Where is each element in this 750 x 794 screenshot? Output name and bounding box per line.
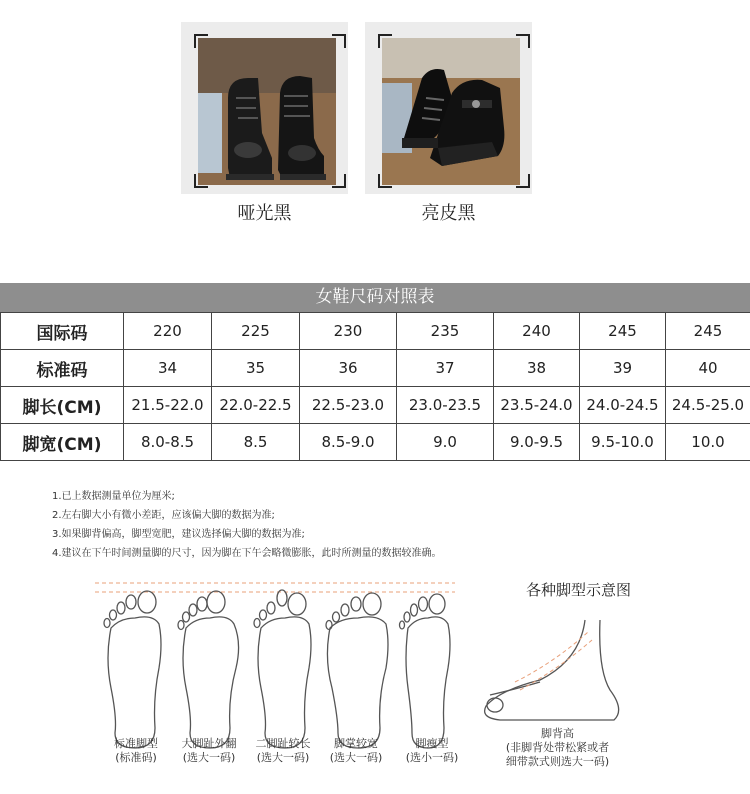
product-photo-patent-black — [382, 38, 520, 185]
table-cell: 36 — [300, 350, 397, 387]
high-instep-note: (非脚背处带松紧或者 — [505, 741, 610, 754]
foot-caption-bunion — [169, 737, 249, 765]
table-cell: 34 — [124, 350, 212, 387]
foot-type-advice: (标准码) — [115, 751, 157, 764]
product-card-matte-black[interactable] — [181, 22, 348, 194]
note-line: 4.建议在下午时间测量脚的尺寸，因为脚在下午会略微膨胀，此时所测量的数据较准确。 — [52, 548, 442, 559]
color-label-patent-black: 亮皮黑 — [421, 203, 476, 224]
foot-wide-icon — [326, 593, 388, 748]
table-cell: 240 — [494, 313, 580, 350]
table-cell: 245 — [580, 313, 666, 350]
measurement-notes — [52, 487, 442, 563]
foot-caption-wide — [316, 737, 396, 765]
table-cell: 235 — [397, 313, 494, 350]
note-line: 3.如果脚背偏高，脚型宽肥，建议选择偏大脚的数据为准; — [52, 529, 305, 540]
foot-slim-icon — [400, 594, 451, 748]
foot-caption-standard — [96, 737, 176, 765]
foot-caption-slim — [392, 737, 472, 765]
high-instep-label: 脚背高 — [541, 727, 574, 740]
color-label-matte-black: 哑光黑 — [237, 203, 292, 224]
foot-type-advice: (选大一码) — [182, 751, 236, 764]
foot-type-name: 标准脚型 — [114, 737, 158, 750]
foot-bunion-icon — [178, 591, 239, 748]
table-cell: 40 — [666, 350, 750, 387]
foot-type-name: 脚掌较宽 — [334, 737, 378, 750]
high-instep-note: 细带款式则选大一码) — [505, 755, 610, 768]
row-header: 脚长(CM) — [1, 387, 124, 424]
table-cell: 23.0-23.5 — [397, 387, 494, 424]
table-cell: 8.5 — [212, 424, 300, 461]
table-row-foot-width — [1, 424, 750, 461]
table-cell: 24.5-25.0 — [666, 387, 750, 424]
size-chart-title: 女鞋尺码对照表 — [0, 283, 750, 312]
foot-side-view-icon — [485, 620, 619, 720]
table-cell: 38 — [494, 350, 580, 387]
table-cell: 21.5-22.0 — [124, 387, 212, 424]
foot-types-title: 各种脚型示意图 — [526, 581, 632, 599]
foot-type-name: 脚瘦型 — [415, 737, 449, 750]
table-cell: 220 — [124, 313, 212, 350]
table-cell: 225 — [212, 313, 300, 350]
foot-type-advice: (选大一码) — [256, 751, 310, 764]
note-line: 2.左右脚大小有微小差距，应该偏大脚的数据为准; — [52, 510, 275, 521]
instep-guide-line — [515, 632, 588, 682]
table-cell: 22.5-23.0 — [300, 387, 397, 424]
size-chart — [0, 283, 750, 461]
table-cell: 9.5-10.0 — [580, 424, 666, 461]
table-cell: 8.0-8.5 — [124, 424, 212, 461]
foot-type-advice: (选大一码) — [329, 751, 383, 764]
product-card-patent-black[interactable] — [365, 22, 532, 194]
table-cell: 35 — [212, 350, 300, 387]
table-cell: 24.0-24.5 — [580, 387, 666, 424]
foot-caption-long-second-toe — [243, 737, 323, 765]
table-cell: 245 — [666, 313, 750, 350]
foot-type-name: 二脚趾较长 — [255, 737, 311, 750]
foot-type-name: 大脚趾外翻 — [181, 737, 237, 750]
table-cell: 9.0-9.5 — [494, 424, 580, 461]
table-row-intl-size — [1, 313, 750, 350]
foot-standard-icon — [104, 591, 161, 748]
table-row-foot-length — [1, 387, 750, 424]
table-cell: 9.0 — [397, 424, 494, 461]
high-instep-caption — [480, 727, 635, 769]
row-header: 脚宽(CM) — [1, 424, 124, 461]
table-cell: 23.5-24.0 — [494, 387, 580, 424]
table-cell: 39 — [580, 350, 666, 387]
table-row-standard-size — [1, 350, 750, 387]
table-cell: 8.5-9.0 — [300, 424, 397, 461]
size-chart-table — [0, 312, 750, 461]
table-cell: 22.0-22.5 — [212, 387, 300, 424]
table-cell: 37 — [397, 350, 494, 387]
row-header: 国际码 — [1, 313, 124, 350]
table-cell: 10.0 — [666, 424, 750, 461]
product-photo-matte-black — [198, 38, 336, 185]
foot-long-second-toe-icon — [254, 590, 311, 748]
foot-type-advice: (选小一码) — [405, 751, 459, 764]
note-line: 1.已上数据测量单位为厘米; — [52, 491, 175, 502]
row-header: 标准码 — [1, 350, 124, 387]
table-cell: 230 — [300, 313, 397, 350]
